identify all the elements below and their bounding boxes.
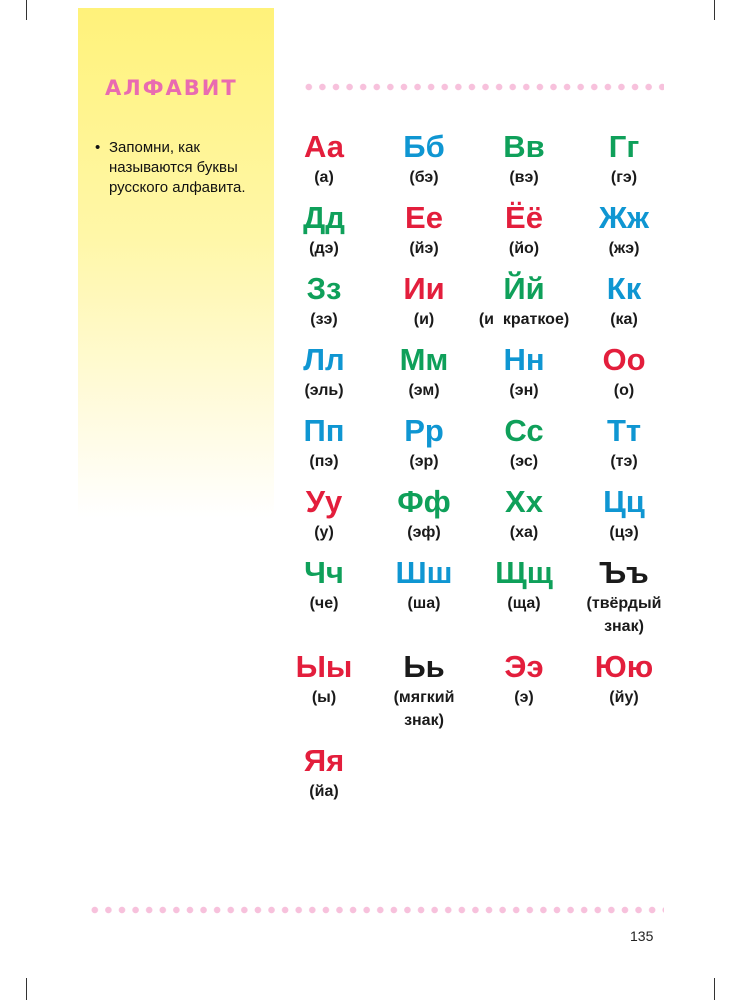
letter-glyph: Фф [397,484,451,519]
letter-name: (йа) [309,783,339,800]
letter-cell [474,341,574,412]
letter-cell [474,412,574,483]
letter-glyph: Пп [303,413,345,448]
letter-glyph: Ее [405,200,443,235]
letter-name: (эль) [304,382,344,399]
letter-cell [474,483,574,554]
letter-name: (цэ) [609,524,639,541]
letter-cell [574,412,674,483]
letter-glyph: Аа [303,129,344,164]
instruction-text: Запомни, как называются буквы русского алфавита. [109,139,246,196]
letter-glyph: Ии [403,271,445,306]
letter-glyph: Бб [403,129,445,164]
letter-cell [474,128,574,199]
letter-cell [574,483,674,554]
letter-name: (эн) [509,382,539,399]
letter-name: (зэ) [310,311,338,328]
letter-cell [574,199,674,270]
letter-name: (йо) [508,240,540,257]
crop-mark-top-right [714,0,715,20]
dotted-divider-top [302,83,664,91]
instruction-bullet [95,138,265,198]
letter-glyph: Сс [504,413,544,448]
letter-glyph: Хх [505,484,543,519]
letter-name: (ы) [311,689,337,706]
letter-cell [274,483,374,554]
letter-glyph: Ъъ [599,555,649,590]
letter-glyph: Рр [404,413,444,448]
letter-name: (эр) [409,453,439,470]
dotted-divider-bottom [88,906,664,914]
page-title: АЛФАВИТ [105,76,238,100]
letter-name: (гэ) [610,169,638,186]
letter-name: (ха) [509,524,539,541]
letter-cell [374,483,474,554]
letter-cell [474,270,574,341]
letter-glyph: Зз [306,271,342,306]
letter-glyph: Юю [594,649,654,684]
letter-cell [374,554,474,648]
letter-cell [374,412,474,483]
letter-name: (э) [514,689,534,706]
letter-cell [574,341,674,412]
letter-name: (йэ) [409,240,439,257]
letter-glyph: Йй [503,271,545,306]
letter-name: (и краткое) [478,311,570,328]
letter-glyph: Кк [606,271,642,306]
letter-cell [574,128,674,199]
letter-glyph: Вв [503,129,545,164]
letter-name: (ща) [507,595,541,612]
letter-cell [274,554,374,648]
letter-name: (о) [613,382,635,399]
letter-glyph: Ээ [504,649,544,684]
letter-cell [374,128,474,199]
letter-name: (жэ) [608,240,640,257]
letter-cell [474,199,574,270]
letter-name: (эс) [509,453,539,470]
letter-cell [574,648,674,742]
letter-cell [274,199,374,270]
letter-cell [374,270,474,341]
letter-name: (эф) [407,524,441,541]
letter-cell [474,648,574,742]
letter-name: (ша) [407,595,441,612]
letter-glyph: Тт [606,413,642,448]
crop-mark-top-left [26,0,27,20]
letter-glyph: Ыы [295,649,353,684]
letter-glyph: Ёё [505,200,543,235]
letter-name: (и) [413,311,435,328]
letter-cell [274,128,374,199]
letter-cell [574,554,674,648]
letter-cell [474,554,574,648]
letter-name: (у) [314,524,334,541]
letter-glyph: Шш [395,555,453,590]
letter-cell [374,341,474,412]
letter-name: (эм) [408,382,440,399]
letter-name: (вэ) [509,169,539,186]
letter-name: (тэ) [610,453,638,470]
letter-glyph: Мм [399,342,449,377]
letter-name: (мягкий знак) [393,689,455,729]
letter-name: (бэ) [409,169,439,186]
letter-glyph: Щщ [495,555,553,590]
letter-name: (пэ) [309,453,339,470]
letter-glyph: Гг [608,129,640,164]
bullet-dot: • [95,139,101,156]
letter-name: (твёрдый знак) [586,595,662,635]
letter-glyph: Цц [603,484,645,519]
letter-name: (ка) [610,311,638,328]
letter-glyph: Уу [305,484,343,519]
letter-cell [274,648,374,742]
letter-cell [574,270,674,341]
letter-glyph: Нн [503,342,545,377]
letter-name: (а) [314,169,334,186]
letter-name: (че) [309,595,339,612]
letter-glyph: Жж [599,200,649,235]
letter-cell [374,648,474,742]
letter-cell [274,341,374,412]
letter-name: (йу) [609,689,639,706]
letter-cell [274,742,374,813]
letter-name: (дэ) [309,240,339,257]
crop-mark-bottom-right [714,978,715,1000]
alphabet-grid [274,128,674,813]
letter-cell [274,270,374,341]
letter-glyph: Оо [602,342,646,377]
page-number: 135 [630,928,654,944]
letter-glyph: Яя [303,743,345,778]
letter-glyph: Ьь [403,649,445,684]
letter-glyph: Чч [304,555,344,590]
letter-cell [374,199,474,270]
letter-glyph: Лл [303,342,345,377]
letter-glyph: Дд [303,200,345,235]
crop-mark-bottom-left [26,978,27,1000]
letter-cell [274,412,374,483]
